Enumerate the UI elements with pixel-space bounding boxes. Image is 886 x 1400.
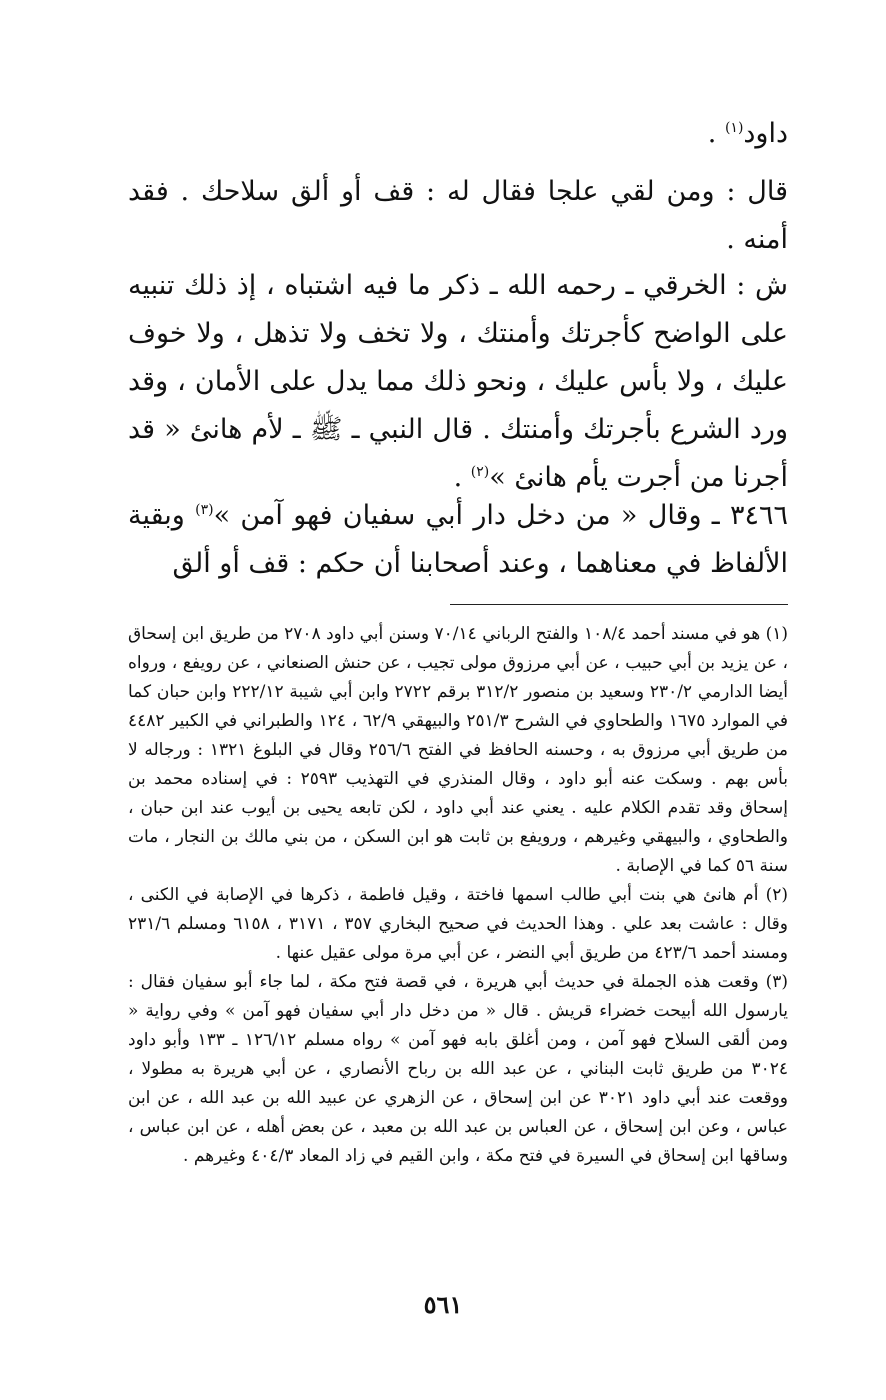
footnote-divider (450, 604, 788, 605)
main-text-qala (128, 168, 788, 264)
footnote-ref-3: (٣) (195, 502, 214, 518)
hadith-continuation: وبقية الألفاظ في معناهما ، وعند أصحابنا أن حكم : قف أو ألق (128, 500, 788, 579)
main-text-hadith (128, 492, 788, 588)
qala-paragraph: قال : ومن لقي علجا فقال له : قف أو ألق سلاحك . فقد أمنه . (128, 176, 788, 255)
footnote-ref-2: (٢) (470, 464, 490, 480)
page-number: ٥٦١ (423, 1290, 463, 1319)
footnote-2: (٢) أم هانئ هي بنت أبي طالب اسمها فاختة ، وقيل فاطمة ، ذكرها في الإصابة في الكنى ، وقال : عاشت بعد علي . وهذا الحديث في صحيح البخاري ٣٥٧ ، ٣١٧١ ، ٦١٥٨ ومسلم ٢٣١/٦ ومسند أحمد ٤٢٣/٦ من طريق أبي النضر ، عن أبي مرة مولى عقيل عنها . (128, 885, 788, 963)
hadith-text: ٣٤٦٦ ـ وقال « من دخل دار أبي سفيان فهو آمن » (213, 500, 788, 531)
main-text-commentary (128, 262, 788, 502)
word-dawud: داود (743, 118, 788, 149)
main-text-line-dawud (128, 110, 788, 158)
footnote-3: (٣) وقعت هذه الجملة في حديث أبي هريرة ، في قصة فتح مكة ، لما جاء أبو سفيان فقال : يارسول الله أبيحت خضراء قريش . قال « من دخل دار أبي سفيان فهو آمن » وفي رواية « ومن ألقى السلاح فهو آمن ، ومن أغلق بابه فهو آمن » رواه مسلم ١٢٦/١٢ ـ ١٣٣ وأبو داود ٣٠٢٤ من طريق ثابت البناني ، عن عبد الله بن رباح الأنصاري ، عن أبي هريرة به مطولا ، ووقعت عند أبي داود ٣٠٢١ عن ابن إسحاق ، عن الزهري عن عبيد الله بن عبد الله ، عن ابن عباس ، وعن ابن إسحاق ، عن العباس بن عبد الله بن معبد ، عن بعض أهله ، عن ابن عباس ، وساقها ابن إسحاق في السيرة في فتح مكة ، وابن القيم في زاد المعاد ٤٠٤/٣ وغيرهم . (128, 972, 788, 1166)
footnote-ref-1: (١) (724, 120, 744, 136)
period: . (453, 462, 471, 493)
period: . (707, 118, 725, 149)
footnote-1: (١) هو في مسند أحمد ١٠٨/٤ والفتح الرباني ٧٠/١٤ وسنن أبي داود ٢٧٠٨ من طريق ابن إسحاق ، عن يزيد بن أبي حبيب ، عن أبي مرزوق مولى تجيب ، عن حنش الصنعاني ، عن رويفع ، ورواه أيضا الدارمي ٢٣٠/٢ وسعيد بن منصور ٣١٢/٢ برقم ٢٧٢٢ وابن أبي شيبة ٢٢٢/١٢ وابن حبان كما في الموارد ١٦٧٥ والطحاوي في الشرح ٢٥١/٣ والبيهقي ٦٢/٩ ، ١٢٤ والطبراني في الكبير ٤٤٨٢ من طريق أبي مرزوق به ، وحسنه الحافظ في الفتح ٢٥٦/٦ وقال في البلوغ ١٣٢١ : ورجاله لا بأس بهم . وسكت عنه أبو داود ، وقال المنذري في التهذيب ٢٥٩٣ : في إسناده محمد بن إسحاق وقد تقدم الكلام عليه . يعني عند أبي داود ، لكن تابعه يحيى بن أيوب عند ابن حبان ، والطحاوي ، والبيهقي وغيرهم ، ورويفع بن ثابت هو ابن السكن ، من بني مالك بن النجار ، مات سنة ٥٦ كما في الإصابة . (127, 624, 789, 876)
commentary-paragraph: ش : الخرقي ـ رحمه الله ـ ذكر ما فيه اشتباه ، إذ ذلك تنبيه على الواضح كأجرتك وأمنتك ، ولا تخف ولا تذهل ، ولا خوف عليك ، ولا بأس عليك ، ونحو ذلك مما يدل على الأمان ، وقد ورد الشرع بأجرتك وأمنتك . قال النبي ـ ﷺ ـ لأم هانئ « قد أجرنا من أجرت يأم هانئ » (128, 270, 788, 493)
footnotes (128, 620, 788, 1171)
